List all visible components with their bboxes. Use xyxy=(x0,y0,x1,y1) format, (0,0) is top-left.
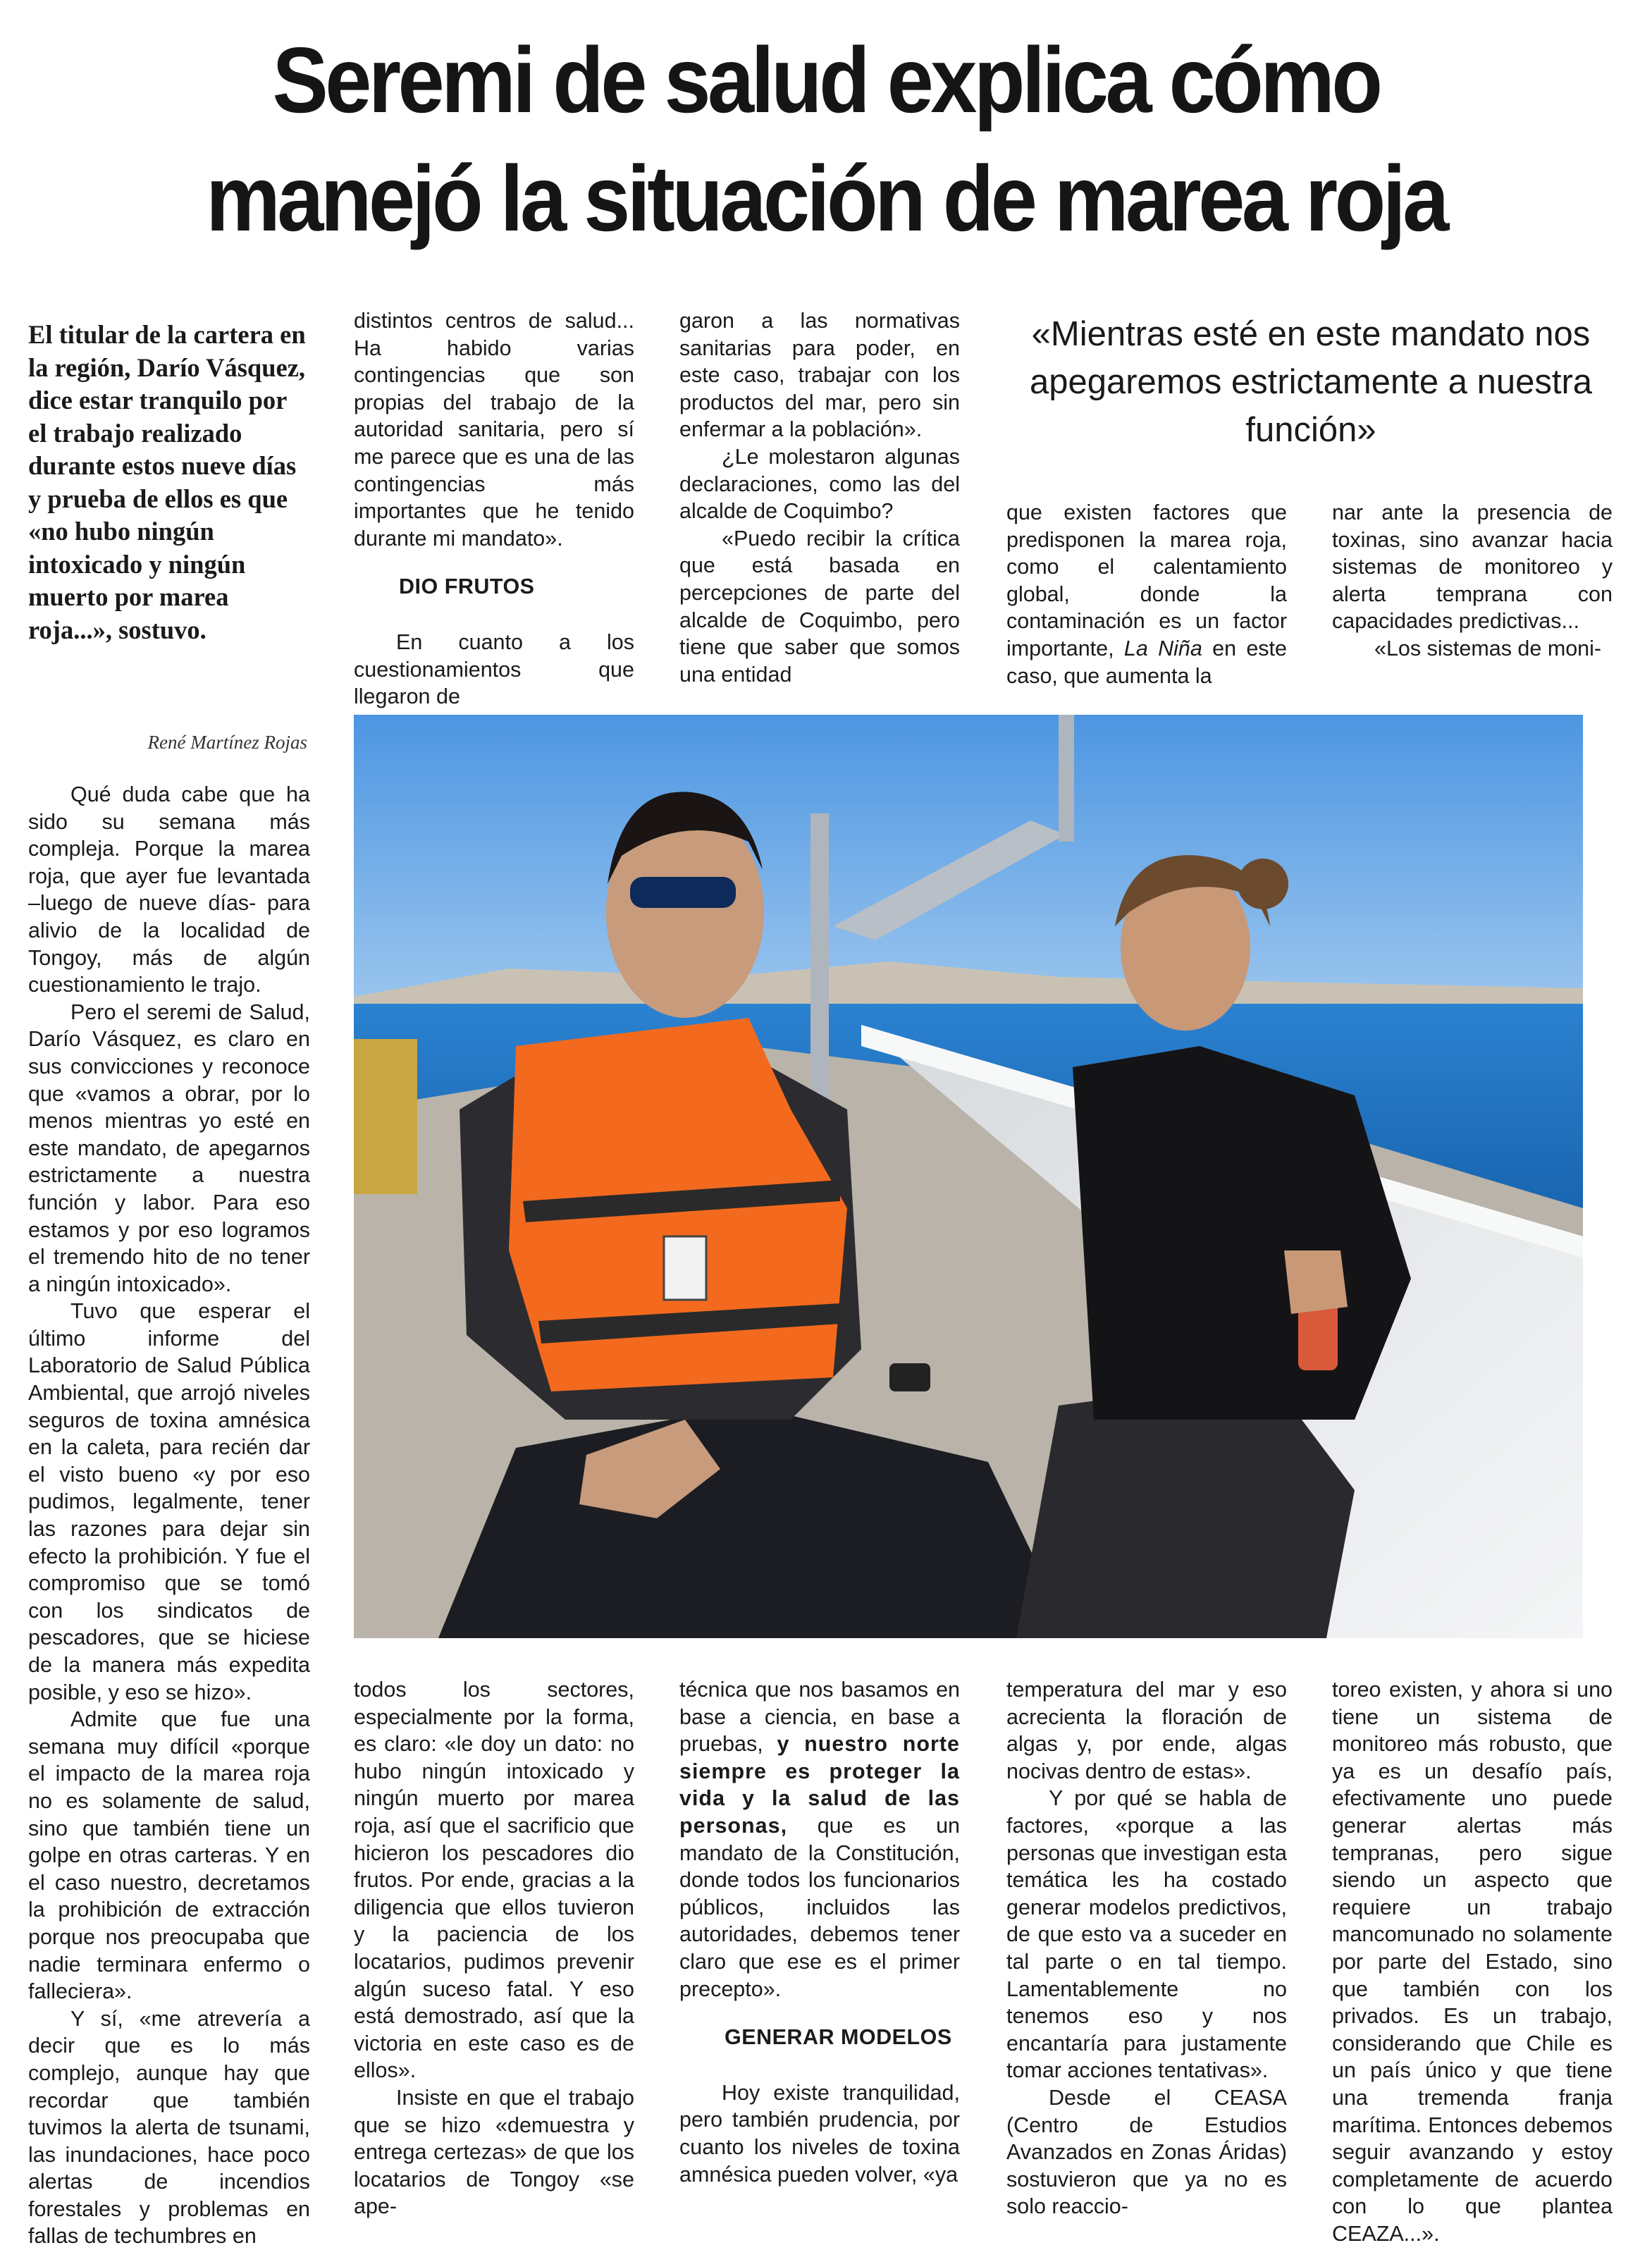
top-column-2 xyxy=(354,307,634,711)
boat-scene-illustration xyxy=(354,715,1583,1638)
top-column-4 xyxy=(1006,499,1287,689)
left-paragraph-4: Admite que fue una semana muy difícil «porque el impacto de la marea roja no es solamente de salud, sino que también tiene un golpe en otras carteras. Y en el caso nuestro, decretamos la prohibición de extracción porque nos preocupaba que nadie terminara enfermo o falleciera». xyxy=(28,1707,310,2004)
woman-hand xyxy=(1284,1250,1348,1314)
left-paragraph-2: Pero el seremi de Salud, Darío Vásquez, es claro en sus convicciones y reconoce que «vamos a obrar, por lo menos mientras yo esté en este mandato, de apegarnos estrictamente a nuestra función y labor. Para eso estamos y por eso logramos el tremendo hito de no tener a ningún intoxicado». xyxy=(28,1000,310,1296)
left-paragraph-1: Qué duda cabe que ha sido su semana más compleja. Porque la marea roja, que ayer fue levantada –luego de nueve días- para alivio de la localidad de Tongoy, más de algún cuestionamiento le trajo. xyxy=(28,782,310,997)
left-column xyxy=(28,781,310,2250)
top-col2-paragraph-1: distintos centros de salud... Ha habido varias contingencias que son propias del trabajo de la autoridad sanitaria, pero sí me parece que es una de las contingencias más importantes que he tenido durante mi mandato». xyxy=(354,309,634,551)
headline xyxy=(121,21,1531,258)
top-col3-paragraph-3: «Puedo recibir la crítica que está basada en percepciones de parte del alcalde de Coquimbo, pero tiene que saber que somos una entidad xyxy=(679,526,960,687)
bottom-column-4 xyxy=(1006,1676,1287,2220)
bottom-col4-paragraph-2: Y por qué se habla de factores, «porque a las personas que investigan esta temática les ha costado generar modelos predictivos, de que esto va a suceder en tal parte o en tal tiempo. Lamentablemente no tenemos eso y nos encantaría para justamente tomar acciones tentativas». xyxy=(1006,1786,1287,2083)
bottom-col5-paragraph-1: toreo existen, y ahora si uno tiene un sistema de monitoreo más robusto, que ya es un desafío país, efectivamente uno puede generar alertas más tempranas, pero sigue siendo un aspecto que requiere un trabajo mancomunado no solamente por parte del Estado, sino que también con los privados. Es un trabajo, considerando que Chile es un país único y que tiene una tremenda franja marítima. Entonces debemos seguir avanzando y estoy completamente de acuerdo con lo que plantea CEAZA...». xyxy=(1332,1678,1613,2246)
bottom-col2-paragraph-2: Insiste en que el trabajo que se hizo «demuestra y entrega certezas» de que los locatarios de Tongoy «se ape- xyxy=(354,2085,634,2219)
left-paragraph-3: Tuvo que esperar el último informe del Laboratorio de Salud Pública Ambiental, que arrojó niveles seguros de toxina amnésica en la caleta, para recién dar el visto bueno «y por eso pudimos, legalmente, tener las razones para dejar sin efecto la prohibición. Y fue el compromiso que se tomó con los sindicatos de pescadores, que se hiciese de la manera más expedita posible, y eso se hizo». xyxy=(28,1299,310,1704)
byline: René Martínez Rojas xyxy=(147,732,307,753)
pull-quote: «Mientras esté en este mandato nos apegaremos estrictamente a nuestra función» xyxy=(1029,315,1593,449)
bottom-col3-text-bold: y nuestro norte siempre es proteger la vida y la salud de las personas, xyxy=(679,1732,960,1838)
id-badge xyxy=(664,1236,706,1300)
headline-line-1: Seremi de salud explica cómo xyxy=(272,28,1380,132)
top-col4-text-italic: La Niña xyxy=(1123,636,1202,660)
top-col5-paragraph-2: «Los sistemas de moni- xyxy=(1374,636,1602,660)
top-col2-paragraph-2: En cuanto a los cuestionamientos que llegaron de xyxy=(354,629,634,709)
bottom-column-5 xyxy=(1332,1676,1613,2247)
rope-pile xyxy=(354,1039,417,1194)
lead-paragraph: El titular de la cartera en la región, Darío Vásquez, dice estar tranquilo por el trabajo realizado durante estos nueve días y prueba de ellos es que «no hubo ningún intoxicado y ningún muerto por marea roja...», sostuvo. xyxy=(28,320,306,644)
bottom-col3-paragraph-1 xyxy=(679,1676,960,2003)
bottom-col4-paragraph-3: Desde el CEASA (Centro de Estudios Avanzados en Zonas Áridas) sostuvieron que ya no es solo reaccio- xyxy=(1006,2085,1287,2219)
left-paragraph-5: Y sí, «me atrevería a decir que es lo más complejo, aunque hay que recordar que también tuvimos la alerta de tsunami, las inundaciones, hace poco alertas de incendios forestales y problemas en fallas de techumbres en xyxy=(28,2006,310,2249)
top-col4-text-b: en este caso, que aumenta la xyxy=(1006,636,1287,688)
bottom-col4-paragraph-1: temperatura del mar y eso acrecienta la floración de algas y, por ende, algas nocivas dentro de estas». xyxy=(1006,1678,1287,1783)
article-photo xyxy=(354,715,1583,1638)
bottom-col3-paragraph-2: Hoy existe tranquilidad, pero también prudencia, por cuanto los niveles de toxina amnésica pueden volver, «ya xyxy=(679,2080,960,2187)
woman-hair-bun xyxy=(1238,859,1288,909)
subhead-dio-frutos: DIO FRUTOS xyxy=(399,574,535,599)
bottom-column-2 xyxy=(354,1676,634,2220)
headline-line-2: manejó la situación de marea roja xyxy=(206,147,1446,250)
top-column-5 xyxy=(1332,499,1613,663)
top-col3-paragraph-1: garon a las normativas sanitarias para poder, en este caso, trabajar con los productos del mar, pero sin enfermar a la población». xyxy=(679,309,960,442)
metal-post xyxy=(810,813,829,1109)
subhead-generar-modelos: GENERAR MODELOS xyxy=(725,2025,952,2050)
bottom-col3-text-a: técnica que nos basamos en base a ciencia, en base a pruebas, xyxy=(679,1678,960,1757)
top-col4-paragraph-1 xyxy=(1006,499,1287,689)
bottom-col3-text-b: que es un mandato de la Constitución, donde todos los funcionarios públicos, incluidos las autoridades, debemos tener claro que ese es el primer precepto». xyxy=(679,1813,960,2001)
top-col5-paragraph-1: nar ante la presencia de toxinas, sino avanzar hacia sistemas de monitoreo y alerta temprana con capacidades predictivas... xyxy=(1332,500,1613,634)
bottom-column-3 xyxy=(679,1676,960,2188)
wristwatch xyxy=(889,1363,930,1391)
top-col4-text-a: que existen factores que predisponen la marea roja, como el calentamiento global, donde la contaminación es un factor importante, xyxy=(1006,500,1287,660)
bottom-col2-paragraph-1: todos los sectores, especialmente por la forma, es claro: «le doy un dato: no hubo ningún intoxicado y ningún muerto por marea roja, así que el sacrificio que hicieron los pescadores dio frutos. Por ende, gracias a la diligencia que ellos tuvieron y la paciencia de los locatarios, pudimos prevenir algún suceso fatal. Y eso está demostrado, así que la victoria en este caso es de ellos». xyxy=(354,1678,634,2083)
top-col3-paragraph-2: ¿Le molestaron algunas declaraciones, como las del alcalde de Coquimbo? xyxy=(679,444,960,524)
sunglasses xyxy=(630,877,736,908)
metal-post-top xyxy=(1059,715,1074,842)
top-column-3 xyxy=(679,307,960,688)
